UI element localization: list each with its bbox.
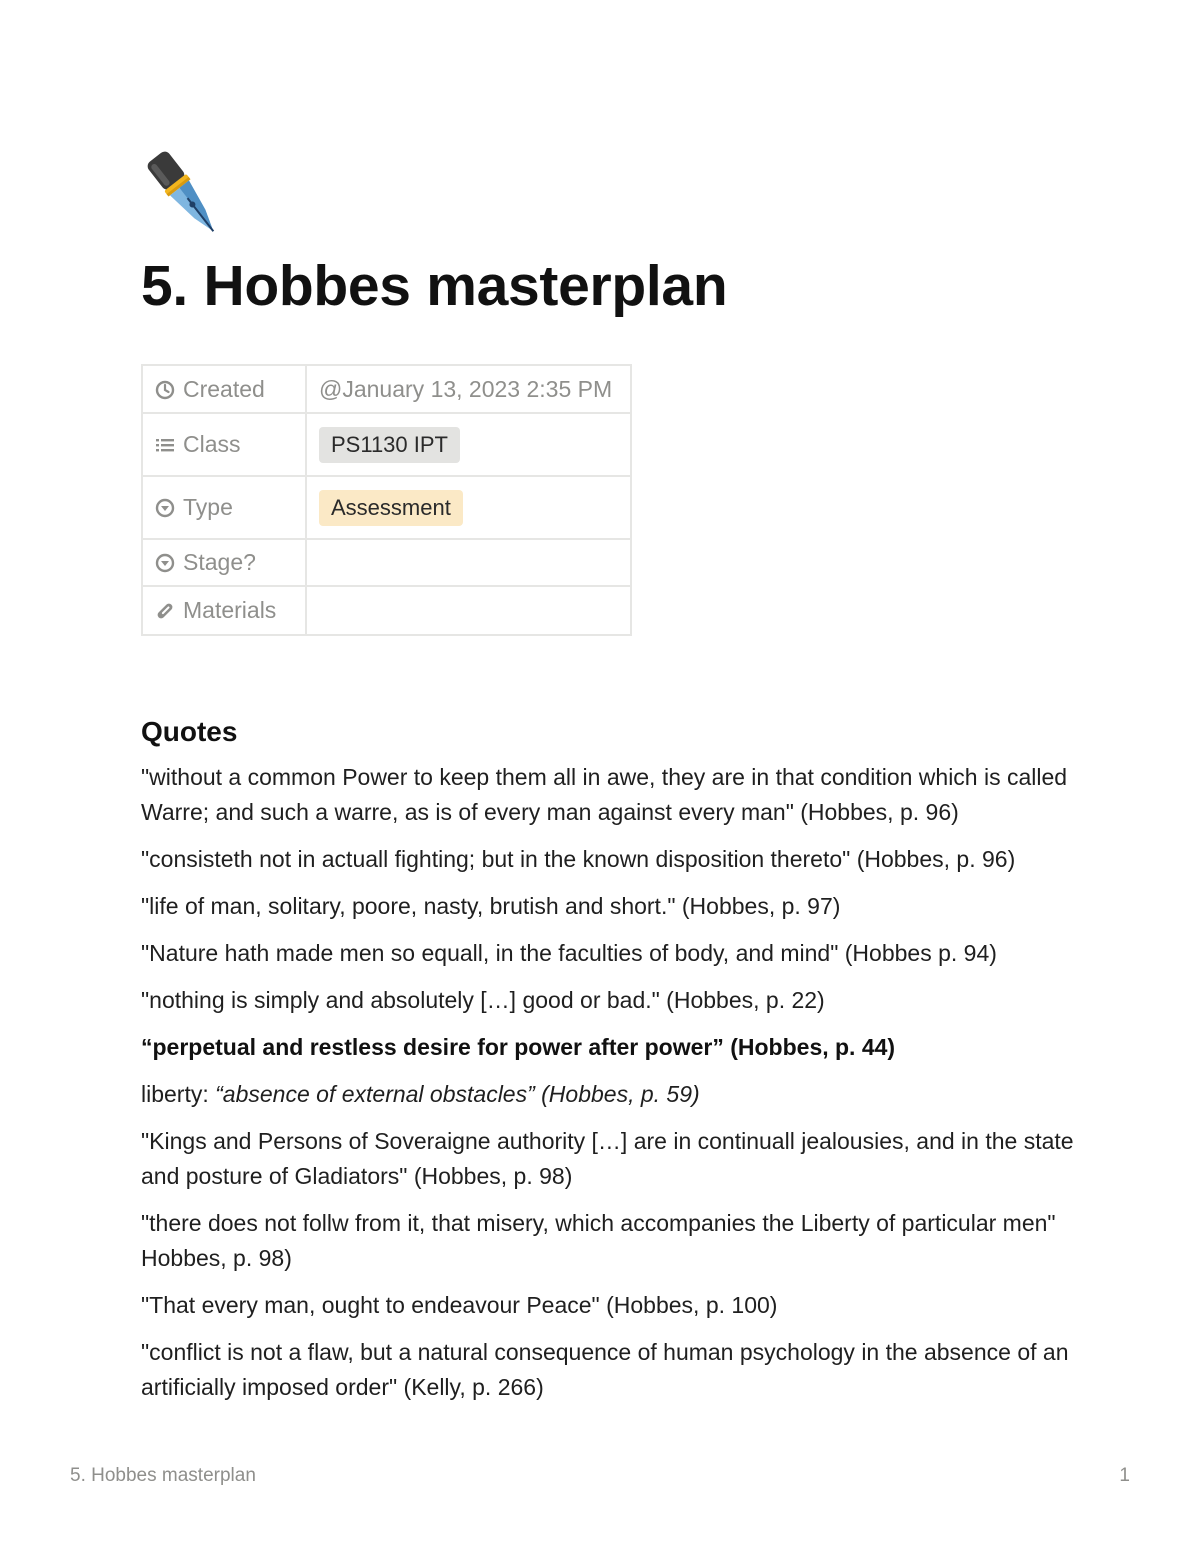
quote-item: "That every man, ought to endeavour Peace" (Hobbes, p. 100) bbox=[141, 1292, 778, 1318]
fountain-pen-icon bbox=[141, 148, 231, 238]
type-tag[interactable]: Assessment bbox=[319, 490, 463, 526]
select-icon bbox=[155, 553, 175, 573]
property-row-class bbox=[142, 413, 631, 476]
property-row-created bbox=[142, 365, 631, 413]
property-row-type bbox=[142, 476, 631, 539]
property-name-class bbox=[142, 413, 306, 476]
quote-item: "conflict is not a flaw, but a natural consequence of human psychology in the absence of an artificially imposed order" (Kelly, p. 266) bbox=[141, 1339, 1069, 1400]
stage-value[interactable] bbox=[306, 539, 631, 586]
footer-page-number: 1 bbox=[1119, 1465, 1130, 1486]
property-label: Created bbox=[183, 375, 265, 402]
quote-item: "nothing is simply and absolutely […] good or bad." (Hobbes, p. 22) bbox=[141, 987, 825, 1013]
property-label: Materials bbox=[183, 597, 277, 623]
property-name-stage bbox=[142, 539, 306, 586]
quote-item: "there does not follw from it, that misery, which accompanies the Liberty of particular men" Hobbes, p. 98) bbox=[141, 1210, 1056, 1271]
type-value[interactable] bbox=[306, 476, 631, 539]
property-label: Class bbox=[183, 431, 241, 457]
paperclip-icon bbox=[155, 601, 175, 621]
liberty-prefix: liberty: bbox=[141, 1081, 216, 1107]
property-label: Type bbox=[183, 494, 233, 520]
liberty-quote: “absence of external obstacles” (Hobbes, p. 59) bbox=[215, 1081, 700, 1107]
materials-value[interactable] bbox=[306, 586, 631, 635]
properties-table bbox=[141, 364, 632, 636]
class-value[interactable] bbox=[306, 413, 631, 476]
property-label: Stage? bbox=[183, 549, 256, 575]
select-icon bbox=[155, 498, 175, 518]
quote-item-liberty bbox=[141, 1077, 1076, 1112]
quote-item: "consisteth not in actuall fighting; but in the known disposition thereto" (Hobbes, p. 96) bbox=[141, 846, 1016, 872]
list-icon bbox=[155, 435, 175, 455]
property-row-materials bbox=[142, 586, 631, 635]
quote-item: "life of man, solitary, poore, nasty, brutish and short." (Hobbes, p. 97) bbox=[141, 893, 841, 919]
property-name-created bbox=[142, 365, 306, 413]
property-name-type bbox=[142, 476, 306, 539]
quotes-heading: Quotes bbox=[141, 716, 238, 747]
property-row-stage bbox=[142, 539, 631, 586]
quotes-list bbox=[141, 760, 1076, 1417]
property-name-materials bbox=[142, 586, 306, 635]
created-value[interactable] bbox=[306, 365, 631, 413]
class-tag[interactable]: PS1130 IPT bbox=[319, 427, 460, 463]
quote-item-bold: “perpetual and restless desire for power after power” (Hobbes, p. 44) bbox=[141, 1034, 896, 1060]
quote-item: "Kings and Persons of Soveraigne authority […] are in continuall jealousies, and in the state and posture of Gladiators" (Hobbes, p. 98) bbox=[141, 1128, 1074, 1189]
quote-item: "Nature hath made men so equall, in the faculties of body, and mind" (Hobbes p. 94) bbox=[141, 940, 997, 966]
created-date: @January 13, 2023 2:35 PM bbox=[319, 375, 613, 402]
clock-icon bbox=[155, 380, 175, 400]
page-title: 5. Hobbes masterplan bbox=[141, 254, 728, 318]
quote-item: "without a common Power to keep them all in awe, they are in that condition which is called Warre; and such a warre, as is of every man against every man" (Hobbes, p. 96) bbox=[141, 764, 1068, 825]
footer-title: 5. Hobbes masterplan bbox=[70, 1465, 256, 1486]
